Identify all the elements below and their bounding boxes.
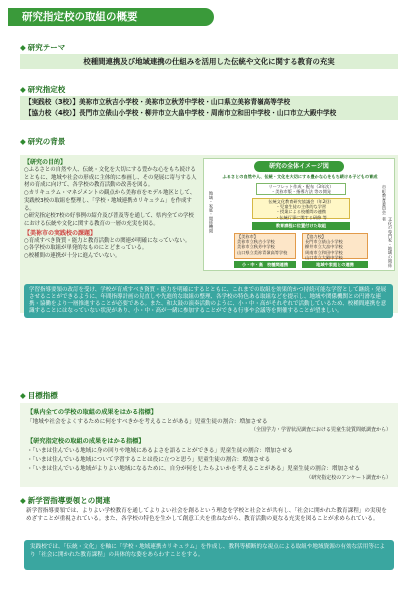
page-title: 研究指定校の取組の概要 xyxy=(8,8,214,26)
diagram-right-label-2: 文化の専門家・地域の関係者 xyxy=(382,217,393,268)
diagram-title: 研究の全体イメージ図 xyxy=(254,161,344,172)
schools-cooperation-line: 【協力校（4校）】長門市立俵山小学校・柳井市立大畠中学校・周南市立和田中学校・山口市立大殿中学校 xyxy=(25,109,337,117)
diagram-left-label: 地域・家庭・関係機関 xyxy=(209,191,214,233)
background-heading-text: 研究の背景 xyxy=(27,137,66,146)
overall-image-diagram xyxy=(203,158,395,271)
diamond-icon: ◆ xyxy=(20,391,26,400)
diagram-right-label-1: 市町教育委員会 xyxy=(382,185,387,215)
goals-line-2: ・「いまは住んでいる地域に身の回りや地域にあるよさを語ることができる」児童生徒の割合：増加させる xyxy=(27,448,293,454)
guidelines-paragraph-1: 新学習指導要領では、よりよい学校教育を通してよりよい社会を創るという理念を学校と社会とが共有し、「社会に開かれた教育課程」の実現をめざすことが重視されている。また、各学校の特色を生かして創意工夫を重ねながら、教育活動の更なる充実を図ることが求められている。 xyxy=(26,508,387,522)
goals-sub-1: 【県内全ての学校の取組の成果をはかる指標】 xyxy=(27,409,157,416)
goals-line-4: ・「いまは住んでいる地域がよりよい地域になるために、自分が何をしたらよいかを考えることがある」児童生徒の割合：増加させる xyxy=(27,466,360,472)
background-left xyxy=(24,158,199,261)
schools-practice-line: 【実践校（3校）】美祢市立秋吉小学校・美祢市立秋芳中学校・山口県立美祢青嶺高等学校 xyxy=(25,98,291,106)
goals-note-1: （全国学力・学習状況調査における児童生徒質問紙調査から） xyxy=(250,427,391,433)
goals-line-3: ・「いまは住んでいる地域について学習することは役に立つと思う」児童生徒の割合：増加させる xyxy=(27,457,271,463)
background-summary-box: 学習指導要領の改訂を受け、学校が育成すべき資質・能力を明確にするとともに、これまでの取組を効果的かつ持続可能な学習として継続・発展させることができるように、年間指導計画の見直しや先進的な取組の整理、各学校の特色ある取組などを提示し、地域や関係機関との円滑な連携・協働をより一層推進することが必要である。また、和太鼓の演奏活動のように、小・中・高がそれぞれで活動しているため、校種間連携を意識することにはなっていない状況があり、小・中・高が一緒に参加することができる行事や会議等を開催することが望ましい。 xyxy=(24,284,393,318)
purpose-item: ○カリキュラム・マネジメントの観点から美祢市をモデル地区として、実践校3校の取組を整理し、「学校・地域連携カリキュラム」を作成する。 xyxy=(24,190,196,212)
background-heading xyxy=(20,136,65,147)
goals-heading xyxy=(20,390,58,401)
diamond-icon: ◆ xyxy=(20,496,26,505)
schools-heading xyxy=(20,84,65,95)
diamond-icon: ◆ xyxy=(20,43,26,52)
theme-text: 校種間連携及び地域連携の仕組みを活用した伝統や文化に関する教育の充実 xyxy=(20,54,398,69)
diagram-col2-box: 【協力校】 長門市立俵山小学校 柳井市立大畠中学校 周南市立和田中学校 山口市立大殿中学校 xyxy=(302,233,368,259)
theme-heading xyxy=(20,42,65,53)
diamond-icon: ◆ xyxy=(20,137,26,146)
diagram-col1-box: 【美祢市】 美祢市立秋吉小学校 美祢市立秋芳中学校 山口県立美祢青嶺高等学校 xyxy=(234,233,296,259)
purpose-heading: 【研究の目的】 xyxy=(24,159,67,166)
issues-heading: 【美祢市の実践校の課題】 xyxy=(24,229,97,237)
goals-line-1: 「地域や社会をよくするために何をすべきかを考えることがある」児童生徒の割合：増加させる xyxy=(27,419,268,425)
issues-item: ○育成すべき資質・能力と教育活動との関連が明確になっていない。 xyxy=(24,237,191,244)
schools-heading-text: 研究指定校 xyxy=(27,85,66,94)
guidelines-heading-text: 新学習指導要領との関連 xyxy=(27,496,111,505)
issues-item: ○校種間の連携が十分に進んでいない。 xyxy=(24,253,121,260)
theme-heading-text: 研究テーマ xyxy=(27,43,66,52)
purpose-item: ○研究指定校7校の好事例の紹介及び普及等を通して、県内全ての学校における伝統や文化に関する教育の一層の充実を図る。 xyxy=(24,213,194,227)
guidelines-heading xyxy=(20,495,110,506)
diagram-top-box: リーフレット作成・配布（3年次） ・美祢市版・指導方法 等の開発 xyxy=(256,183,346,195)
diagram-mid-box: 伝統文化教育研究協議会（年2回） ・児童生徒の主体的な学習 ・授業による校種間の連携 ・伝統行事に関する研修 等 xyxy=(252,198,350,219)
guidelines-paragraph-2: 実践校では、「伝統・文化」を軸に「学校・地域連携カリキュラム」を作成し、教科等横断的な視点による取組や地域資源の有効な活用等により「社会に開かれた教育課程」の具体的な姿をあらわすことをする。 xyxy=(24,540,394,570)
goals-sub-2: 【研究指定校の取組の成果をはかる指標】 xyxy=(27,438,145,445)
issues-item: ○各学校の取組が単発的なものにとどまっている。 xyxy=(24,245,148,252)
diagram-subtitle: ふるさとの自然や人、伝統・文化を大切にする豊かな心をもち続ける子どもの育成 xyxy=(222,174,378,179)
diagram-bottom-left: 小・中・高 校種間連携 xyxy=(234,261,296,268)
diagram-bottom-right: 地域や家庭との連携 xyxy=(302,261,368,268)
schools-box xyxy=(20,96,398,120)
goals-note-2: （研究指定校のアンケート調査から） xyxy=(306,475,391,481)
goals-heading-text: 目標指標 xyxy=(27,391,58,400)
diagram-core-box: 教育課程に位置付けた取組 xyxy=(252,222,350,230)
purpose-item: ○ふるさとの自然や人、伝統・文化を大切にする豊かな心をもち続けるとともに、地域や社会の形成に主体的に参画し、その発展に寄与する人材の育成に向けて、各学校の教育活動の改善を図る。 xyxy=(24,167,197,189)
diamond-icon: ◆ xyxy=(20,85,26,94)
